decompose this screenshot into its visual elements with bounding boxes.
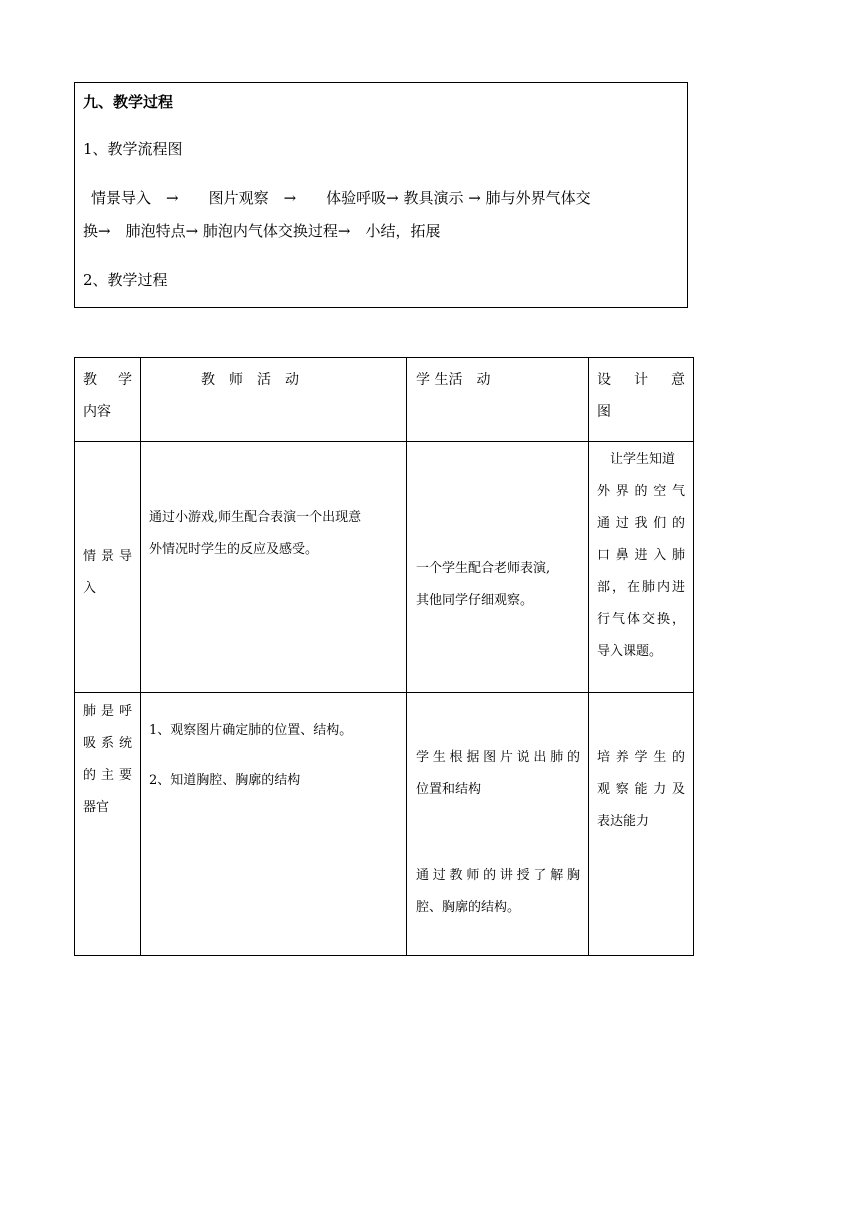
cell-line: 通过教师的讲授了解胸 bbox=[416, 868, 580, 883]
flow-line-2: 换→ 肺泡特点→ 肺泡内气体交换过程→ 小结，拓展 bbox=[83, 222, 441, 240]
header-design-line: 图 bbox=[597, 404, 611, 420]
row1-content bbox=[75, 442, 141, 693]
cell-line: 导入课题。 bbox=[597, 644, 663, 659]
cell-line: 表达能力 bbox=[597, 814, 650, 829]
row1-design bbox=[589, 442, 694, 693]
row1-student bbox=[407, 442, 589, 693]
header-content-line: 内容 bbox=[83, 404, 111, 420]
header-design-line: 设 计 意 bbox=[597, 372, 685, 388]
cell-line: 行气体交换， bbox=[597, 612, 685, 627]
cell-line: 让学生知道 bbox=[610, 452, 676, 467]
table-row bbox=[75, 693, 694, 956]
cell-line: 位置和结构 bbox=[416, 782, 482, 797]
cell-line: 1、观察图片确定肺的位置、结构。 bbox=[149, 723, 353, 738]
cell-line: 2、知道胸腔、胸廓的结构 bbox=[149, 773, 301, 788]
table-row bbox=[75, 442, 694, 693]
cell-line: 的主要 bbox=[83, 768, 132, 783]
header-student bbox=[407, 358, 589, 442]
cell-line: 学生根据图片说出肺的 bbox=[416, 750, 580, 765]
header-content bbox=[75, 358, 141, 442]
row2-content bbox=[75, 693, 141, 956]
cell-line: 其他同学仔细观察。 bbox=[416, 593, 534, 608]
header-student-label: 学 生活 动 bbox=[416, 372, 491, 388]
header-design bbox=[589, 358, 694, 442]
cell-line: 培养学生的 bbox=[597, 750, 685, 765]
cell-line: 部，在肺内进 bbox=[597, 580, 685, 595]
row2-design bbox=[589, 693, 694, 956]
cell-line: 情 景 导 bbox=[83, 549, 132, 564]
row2-student bbox=[407, 693, 589, 956]
cell-line: 口鼻进入肺 bbox=[597, 548, 685, 563]
cell-line: 一个学生配合老师表演, bbox=[416, 561, 551, 576]
cell-line: 肺是呼 bbox=[83, 704, 132, 719]
section-heading: 九、教学过程 bbox=[83, 93, 174, 111]
cell-line: 入 bbox=[83, 581, 97, 596]
teaching-process-box bbox=[74, 82, 688, 308]
subheading-flowchart: 1、教学流程图 bbox=[83, 140, 183, 158]
cell-line: 吸系统 bbox=[83, 736, 132, 751]
cell-line: 腔、胸廓的结构。 bbox=[416, 900, 521, 915]
cell-line: 通过我们的 bbox=[597, 516, 685, 531]
lesson-table bbox=[74, 357, 694, 956]
cell-line: 器官 bbox=[83, 800, 110, 815]
row1-teacher bbox=[141, 442, 407, 693]
cell-line: 外情况时学生的反应及感受。 bbox=[149, 542, 319, 557]
cell-line: 外界的空气 bbox=[597, 484, 685, 499]
header-content-line: 教 学 bbox=[83, 372, 132, 388]
header-teacher bbox=[141, 358, 407, 442]
table-header-row bbox=[75, 358, 694, 442]
flow-line-1: 情景导入 → 图片观察 → 体验呼吸→ 教具演示 → 肺与外界气体交 bbox=[91, 189, 591, 207]
subheading-process: 2、教学过程 bbox=[83, 271, 168, 289]
header-teacher-label: 教 师 活 动 bbox=[201, 372, 299, 388]
row2-teacher bbox=[141, 693, 407, 956]
cell-line: 通过小游戏,师生配合表演一个出现意 bbox=[149, 510, 362, 525]
cell-line: 观察能力及 bbox=[597, 782, 685, 797]
